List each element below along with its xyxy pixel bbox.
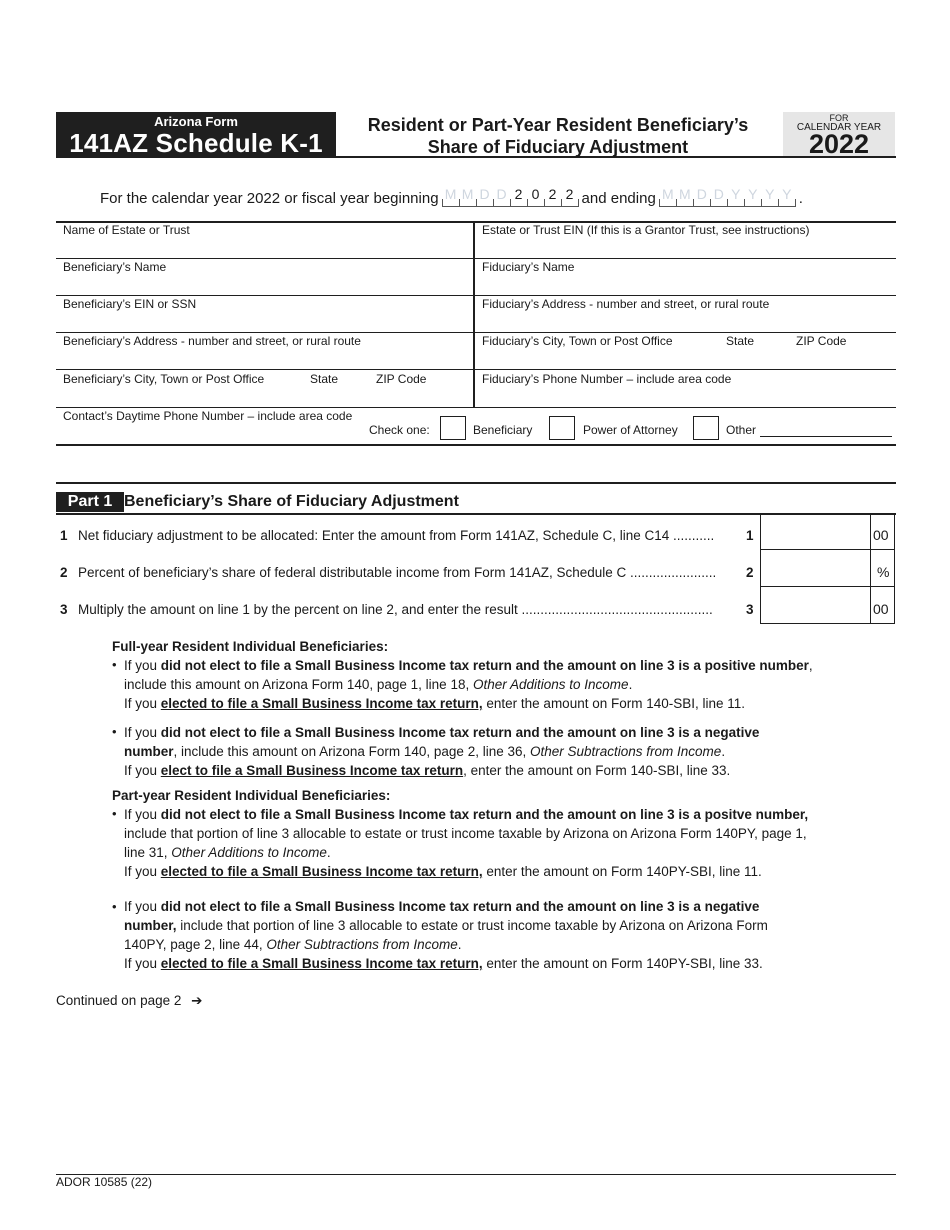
amount-col-left xyxy=(760,513,761,624)
begin-date-char: 2 xyxy=(561,199,579,206)
amount-col-cents xyxy=(870,513,871,624)
begin-date-input[interactable] xyxy=(442,186,579,207)
calendar-year-block xyxy=(783,112,895,159)
grid-rule xyxy=(56,407,896,408)
bullet: • xyxy=(112,806,117,821)
other-option-label: Other xyxy=(726,423,757,437)
part-year-para2: If you did not elect to file a Small Business Income tax return and the amount on line 3 is a negative number, include that portion of line 3 allocable to estate or trust income taxable by Arizona on Arizona Form 140PY, page 2, line 44, Other Subtractions from Income. If you elected to file a Small Business Income tax return, enter the amount on Form 140PY-SBI, line 33. xyxy=(124,899,768,971)
form-name: 141AZ Schedule K-1 xyxy=(69,128,323,158)
amount-rule xyxy=(760,586,895,587)
box-number: 3 xyxy=(746,602,754,617)
bullet: • xyxy=(112,724,117,739)
full-year-para1: If you did not elect to file a Small Business Income tax return and the amount on line 3 is a positive number, include this amount on Arizona Form 140, page 1, line 18, Other Additions to Income. If you elected to file a Small Business Income tax return, enter the amount on Form 140-SBI, line 11. xyxy=(124,658,813,711)
fiduciary-city-field[interactable]: Fiduciary’s City, Town or Post Office xyxy=(482,334,673,348)
part-year-heading: Part-year Resident Individual Beneficiaries: xyxy=(112,788,391,803)
begin-date-char: D xyxy=(476,199,493,206)
line1-cents: 00 xyxy=(873,527,889,543)
form-title-line2: Share of Fiduciary Adjustment xyxy=(427,137,689,157)
year-for-label: FOR xyxy=(829,113,849,123)
grid-rule xyxy=(56,332,896,333)
end-date-char: M xyxy=(676,199,693,206)
part-year-para1: If you did not elect to file a Small Business Income tax return and the amount on line 3 is a positve number, include that portion of line 3 allocable to estate or trust income taxable by Arizona on Arizona Form 140PY, page 1, line 31, Other Additions to Income. If you elected to file a Small Business Income tax return, enter the amount on Form 140PY-SBI, line 11. xyxy=(124,807,809,879)
form-label: Arizona Form xyxy=(154,114,238,129)
other-specify-input[interactable] xyxy=(760,436,892,437)
fiduciary-state-field[interactable]: State xyxy=(726,334,755,348)
grid-divider xyxy=(473,221,475,407)
beneficiary-state-field[interactable]: State xyxy=(310,372,339,386)
begin-date-char: M xyxy=(442,199,459,206)
begin-date-char: 2 xyxy=(510,199,527,206)
end-date-input[interactable] xyxy=(659,186,796,207)
begin-date-char: 0 xyxy=(527,199,544,206)
beneficiary-name-field[interactable]: Beneficiary’s Name xyxy=(63,260,167,274)
form-name-block xyxy=(56,112,336,158)
footer-rule xyxy=(56,1174,896,1175)
line1-amount-input[interactable] xyxy=(762,515,869,549)
end-date-char: Y xyxy=(744,199,761,206)
begin-date-char: 2 xyxy=(544,199,561,206)
end-date-char: Y xyxy=(778,199,796,206)
continued-note: Continued on page 2 ➔ xyxy=(56,993,203,1008)
fiscal-year-line xyxy=(100,186,803,207)
year-cal-label: CALENDAR YEAR xyxy=(796,122,882,133)
estate-ein-field[interactable]: Estate or Trust EIN (If this is a Grantor Trust, see instructions) xyxy=(482,223,810,237)
poa-option-label: Power of Attorney xyxy=(583,423,678,437)
form-title-line1: Resident or Part-Year Resident Beneficiary’s xyxy=(367,115,749,135)
check-one-label: Check one: xyxy=(369,423,430,437)
line3-amount-input[interactable] xyxy=(762,588,869,622)
line-text: Multiply the amount on line 1 by the percent on line 2, and enter the result ................................................... xyxy=(78,602,713,617)
end-date-char: M xyxy=(659,199,676,206)
fiscal-text-start: For the calendar year 2022 or fiscal year beginning xyxy=(100,190,439,207)
beneficiary-city-field[interactable]: Beneficiary’s City, Town or Post Office xyxy=(63,372,265,386)
end-date-char: Y xyxy=(727,199,744,206)
grid-rule xyxy=(56,295,896,296)
begin-date-char: D xyxy=(493,199,510,206)
line-number: 2 xyxy=(60,565,68,580)
grid-rule xyxy=(56,369,896,370)
fiduciary-phone-field[interactable]: Fiduciary’s Phone Number – include area code xyxy=(482,372,732,386)
bullet: • xyxy=(112,899,117,914)
part1-label: Part 1 xyxy=(56,492,124,512)
box-number: 1 xyxy=(746,528,754,543)
box-number: 2 xyxy=(746,565,754,580)
fiduciary-address-field[interactable]: Fiduciary’s Address - number and street, or rural route xyxy=(482,297,770,311)
line-number: 3 xyxy=(60,602,68,617)
begin-date-char: M xyxy=(459,199,476,206)
line-text: Percent of beneficiary’s share of federal distributable income from Form 141AZ, Schedule C ....................... xyxy=(78,565,717,580)
amount-col-right xyxy=(894,513,895,624)
fiscal-text-mid: and ending xyxy=(581,190,656,207)
grid-rule xyxy=(56,258,896,259)
form-code: ADOR 10585 (22) xyxy=(56,1175,153,1189)
line-text: Net fiduciary adjustment to be allocated: Enter the amount from Form 141AZ, Schedule C, line C14 ........... xyxy=(78,528,715,543)
line3-cents: 00 xyxy=(873,601,889,617)
line-number: 1 xyxy=(60,528,68,543)
amount-rule xyxy=(760,623,895,624)
fiduciary-zip-field[interactable]: ZIP Code xyxy=(796,334,847,348)
line2-percent-sign: % xyxy=(877,564,890,580)
other-checkbox[interactable] xyxy=(693,416,719,440)
beneficiary-checkbox[interactable] xyxy=(440,416,466,440)
arrow-right-icon: ➔ xyxy=(191,993,203,1008)
poa-checkbox[interactable] xyxy=(549,416,575,440)
full-year-heading: Full-year Resident Individual Beneficiaries: xyxy=(112,639,389,654)
estate-name-field[interactable]: Name of Estate or Trust xyxy=(63,223,190,237)
end-date-char: D xyxy=(693,199,710,206)
fiscal-text-end: . xyxy=(798,190,803,207)
form-title xyxy=(338,114,778,158)
line2-percent-input[interactable] xyxy=(762,551,869,585)
beneficiary-option-label: Beneficiary xyxy=(473,423,533,437)
grid-rule-bottom xyxy=(56,444,896,446)
amount-rule xyxy=(760,549,895,550)
part1-rule-top xyxy=(56,482,896,484)
beneficiary-address-field[interactable]: Beneficiary’s Address - number and street, or rural route xyxy=(63,334,361,348)
beneficiary-ein-field[interactable]: Beneficiary’s EIN or SSN xyxy=(63,297,197,311)
part1-title: Beneficiary’s Share of Fiduciary Adjustment xyxy=(124,493,459,510)
full-year-para2: If you did not elect to file a Small Business Income tax return and the amount on line 3 is a negative number, include this amount on Arizona Form 140, page 2, line 36, Other Subtractions from Income. If you elect to file a Small Business Income tax return, enter the amount on Form 140-SBI, line 33. xyxy=(124,725,760,778)
year-value: 2022 xyxy=(808,129,870,159)
bullet: • xyxy=(112,657,117,672)
beneficiary-zip-field[interactable]: ZIP Code xyxy=(376,372,427,386)
fiduciary-name-field[interactable]: Fiduciary’s Name xyxy=(482,260,575,274)
end-date-char: D xyxy=(710,199,727,206)
contact-phone-field[interactable]: Contact’s Daytime Phone Number – include area code xyxy=(63,409,353,423)
end-date-char: Y xyxy=(761,199,778,206)
